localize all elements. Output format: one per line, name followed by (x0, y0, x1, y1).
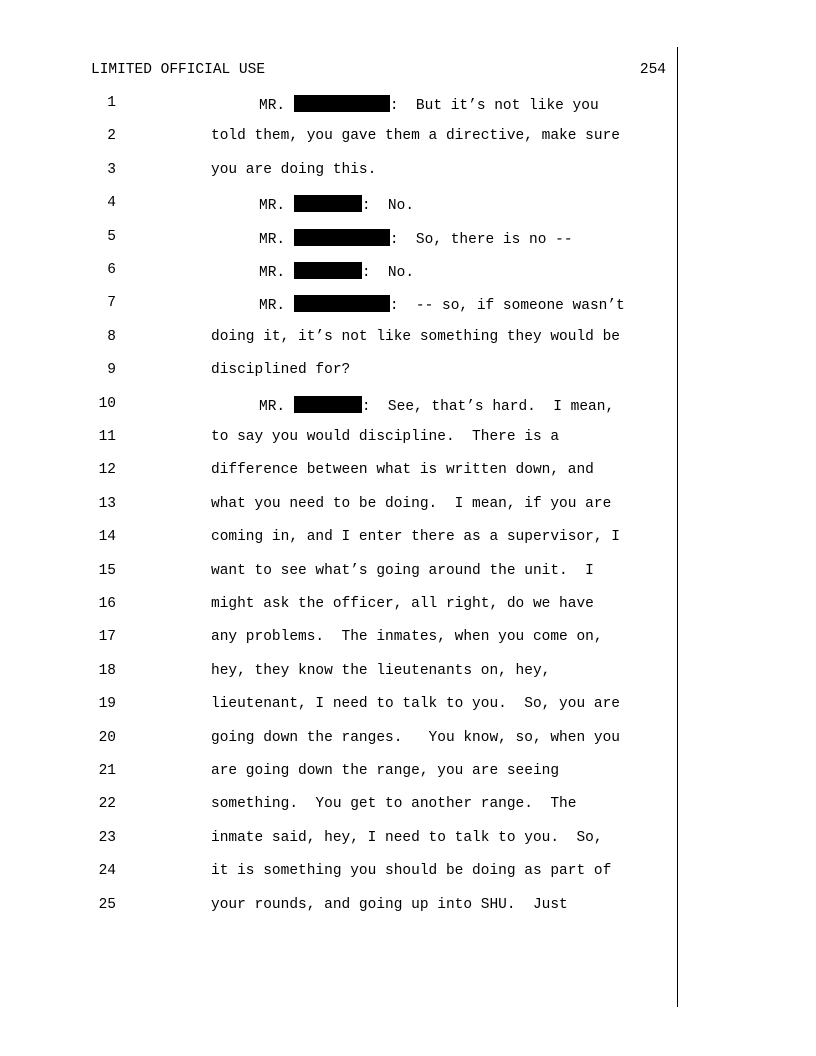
transcript-line (0, 629, 816, 653)
transcript-line (0, 696, 816, 720)
redaction-box (294, 396, 362, 413)
line-number: 20 (98, 729, 116, 746)
line-text (259, 95, 599, 114)
line-text: coming in, and I enter there as a supervisor, I (211, 529, 620, 546)
line-number: 10 (98, 395, 116, 412)
spoken-text: : -- so, if someone wasn’t (389, 298, 625, 315)
page-number: 254 (639, 62, 666, 78)
transcript-line (0, 362, 816, 386)
line-number: 2 (107, 128, 116, 145)
redaction-box (294, 229, 390, 246)
line-text: want to see what’s going around the unit. I (211, 562, 594, 579)
transcript-line (0, 462, 816, 486)
transcript-line (0, 830, 816, 854)
transcript-line (0, 863, 816, 887)
transcript-line (0, 95, 816, 119)
transcript-line (0, 262, 816, 286)
line-text: it is something you should be doing as part of (211, 863, 612, 880)
line-text: are going down the range, you are seeing (211, 763, 560, 779)
line-number: 23 (98, 829, 116, 846)
line-number: 16 (98, 596, 116, 612)
speaker-prefix: MR. (259, 198, 294, 215)
line-text: difference between what is written down, and (211, 462, 594, 479)
line-number: 19 (98, 696, 116, 713)
line-number: 15 (98, 562, 116, 579)
speaker-prefix: MR. (259, 265, 294, 281)
line-number: 14 (98, 529, 116, 546)
transcript-line (0, 496, 816, 520)
redaction-box (294, 95, 390, 112)
line-number: 3 (107, 161, 116, 178)
speaker-prefix: MR. (259, 398, 294, 415)
speaker-prefix: MR. (259, 298, 294, 315)
line-text: something. You get to another range. The (211, 796, 577, 813)
line-text: told them, you gave them a directive, make sure (211, 128, 620, 145)
line-text: any problems. The inmates, when you come on, (211, 629, 603, 646)
line-number: 24 (98, 863, 116, 880)
line-number: 9 (107, 362, 116, 379)
speaker-prefix: MR. (259, 231, 294, 248)
line-text (259, 295, 625, 314)
line-number: 7 (107, 295, 116, 312)
redaction-box (294, 195, 362, 212)
transcript-line (0, 396, 816, 420)
line-text: lieutenant, I need to talk to you. So, you are (211, 696, 620, 713)
line-number: 18 (98, 662, 116, 679)
transcript-line (0, 596, 816, 620)
spoken-text: : No. (361, 198, 415, 215)
line-number: 21 (98, 763, 116, 779)
line-text (259, 262, 414, 281)
line-text: what you need to be doing. I mean, if you are (211, 495, 612, 512)
classification-header: LIMITED OFFICIAL USE (91, 62, 266, 78)
line-number: 12 (98, 462, 116, 479)
transcript-line (0, 663, 816, 687)
line-number: 5 (107, 228, 116, 245)
transcript-line (0, 730, 816, 754)
line-number: 25 (98, 896, 116, 913)
line-text (259, 229, 573, 248)
transcript-line (0, 429, 816, 453)
transcript-line (0, 195, 816, 219)
line-text: disciplined for? (211, 362, 351, 379)
transcript-line (0, 763, 816, 787)
transcript-line (0, 295, 816, 319)
line-text: to say you would discipline. There is a (211, 429, 560, 445)
line-number: 17 (98, 629, 116, 646)
transcript-line (0, 563, 816, 587)
transcript-line (0, 162, 816, 186)
redaction-box (294, 262, 362, 279)
line-number: 6 (107, 262, 116, 278)
line-text: might ask the officer, all right, do we have (211, 596, 594, 612)
spoken-text: : But it’s not like you (389, 98, 599, 114)
line-number: 13 (98, 495, 116, 512)
line-number: 11 (98, 429, 116, 445)
spoken-text: : No. (361, 265, 415, 281)
transcript-line (0, 796, 816, 820)
line-number: 4 (107, 195, 116, 212)
transcript-line (0, 897, 816, 921)
transcript-line (0, 229, 816, 253)
line-text: you are doing this. (211, 161, 377, 178)
line-number: 8 (107, 328, 116, 345)
speaker-prefix: MR. (259, 98, 294, 114)
spoken-text: : See, that’s hard. I mean, (361, 398, 615, 415)
transcript-line (0, 128, 816, 152)
line-number: 1 (107, 95, 116, 111)
line-text: your rounds, and going up into SHU. Just (211, 896, 568, 913)
line-text (259, 195, 414, 214)
line-number: 22 (98, 796, 116, 813)
redaction-box (294, 295, 390, 312)
line-text: hey, they know the lieutenants on, hey, (211, 662, 551, 679)
spoken-text: : So, there is no -- (389, 231, 573, 248)
transcript-line (0, 529, 816, 553)
line-text: doing it, it’s not like something they would be (211, 328, 620, 345)
line-text: going down the ranges. You know, so, when you (211, 729, 620, 746)
line-text: inmate said, hey, I need to talk to you. So, (211, 829, 603, 846)
transcript-line (0, 329, 816, 353)
line-text (259, 396, 614, 415)
